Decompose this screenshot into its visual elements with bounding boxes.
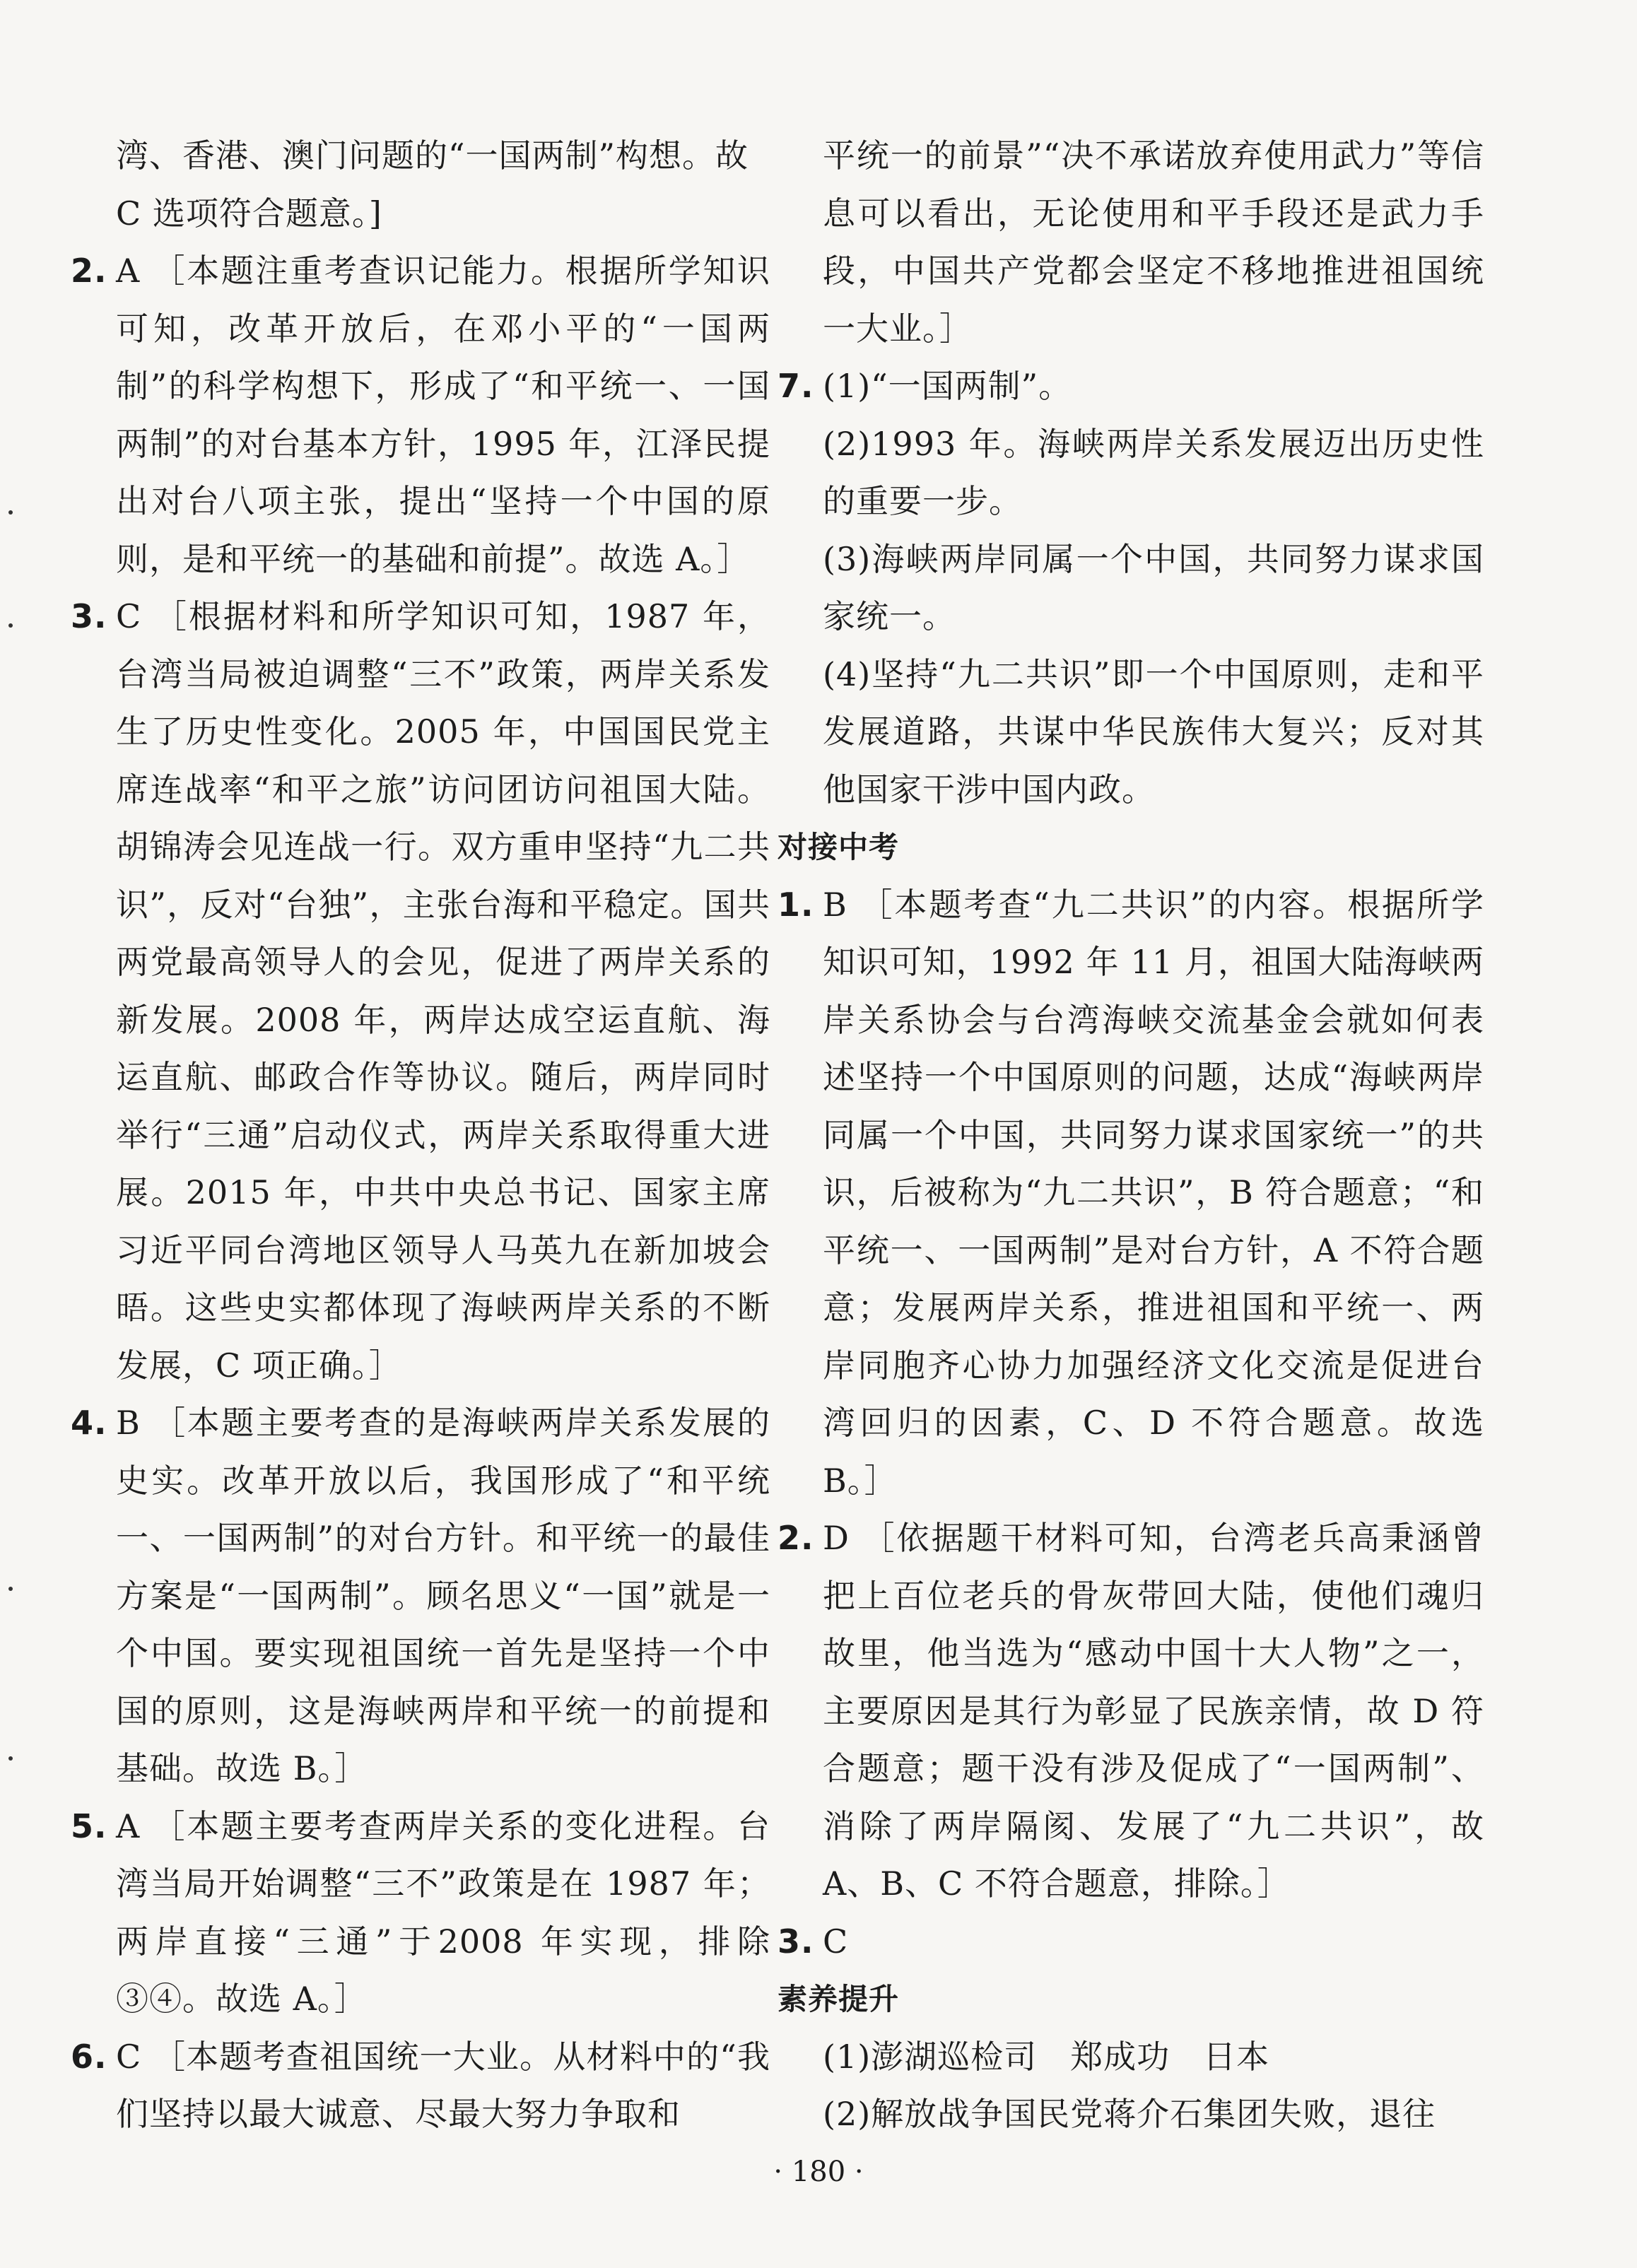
margin-dot: [8, 1756, 13, 1761]
answer-item-7: [778, 358, 1484, 818]
item-text: B ［本题考查“九二共识”的内容。根据所学知识可知，1992 年 11 月，祖国大陆海峡两岸关系协会与台湾海峡交流基金会就如何表述坚持一个中国原则的问题，达成“海峡两岸同属一个中国，共同努力谋求国家统一”的共识，后被称为“九二共识”，B 符合题意；“和平统一、一国两制”是对台方针，A 不符合题意；发展两岸关系，推进祖国和平统一、两岸同胞齐心协力加强经济文化交流是促进台湾回归的因素，C、D 不符合题意。故选 B。］: [823, 885, 1484, 1500]
item-text: C ［根据材料和所学知识可知，1987 年，台湾当局被迫调整“三不”政策，两岸关系发生了历史性变化。2005 年，中国国民党主席连战率“和平之旅”访问团访问祖国大陆。胡锦涛会见连战一行。双方重申坚持“九二共识”，反对“台独”，主张台海和平稳定。国共两党最高领导人的会见，促进了两岸关系的新发展。2008 年，两岸达成空运直航、海运直航、邮政合作等协议。随后，两岸同时举行“三通”启动仪式，两岸关系取得重大进展。2015 年，中共中央总书记、国家主席习近平同台湾地区领导人马英九在新加坡会晤。这些史实都体现了海峡两岸关系的不断发展，C 项正确。］: [116, 597, 770, 1385]
item-number: 1.: [778, 885, 814, 924]
item-number: 7.: [778, 367, 814, 405]
item-number: 2.: [71, 252, 107, 290]
sub-answer-line: (2)解放战争国民党蒋介石集团失败，退往: [823, 2095, 1436, 2133]
item-text: B ［本题主要考查的是海峡两岸关系发展的史实。改革开放以后，我国形成了“和平统一、一国两制”的对台方针。和平统一的最佳方案是“一国两制”。顾名思义“一国”就是一个中国。要实现祖国统一首先是坚持一个中国的原则，这是海峡两岸和平统一的前提和基础。故选 B。］: [116, 1404, 770, 1787]
exam-item-1: [778, 876, 1484, 1510]
item-number: 3.: [71, 597, 107, 635]
item-text: A ［本题注重考查识记能力。根据所学知识可知，改革开放后，在邓小平的“一国两制”的科学构想下，形成了“和平统一、一国两制”的对台基本方针，1995 年，江泽民提出对台八项主张，提出“坚持一个中国的原则，是和平统一的基础和前提”。故选 A。］: [116, 252, 770, 578]
item-text: C ［本题考查祖国统一大业。从材料中的“我们坚持以最大诚意、尽最大努力争取和: [116, 2037, 770, 2133]
item-text: D ［依据题干材料可知，台湾老兵高秉涵曾把上百位老兵的骨灰带回大陆，使他们魂归故里，他当选为“感动中国十大人物”之一，主要原因是其行为彰显了民族亲情，故 D 符合题意；题干没有涉及促成了“一国两制”、消除了两岸隔阂、发展了“九二共识”，故 A、B、C 不符合题意，排除。］: [823, 1519, 1484, 1903]
left-column: [71, 127, 770, 2144]
margin-dot: [8, 510, 13, 515]
item-number: 5.: [71, 1806, 107, 1845]
continued-text-line: C 选项符合题意。]: [116, 194, 382, 233]
continued-text: 平统一的前景”“决不承诺放弃使用武力”等信息可以看出，无论使用和平手段还是武力手段，中国共产党都会坚定不移地推进祖国统一大业。］: [823, 136, 1484, 348]
item-text: C: [823, 1922, 849, 1961]
item-number: 6.: [71, 2037, 107, 2076]
item-part: (1)“一国两制”。: [823, 367, 1072, 405]
answer-item-6: [71, 2028, 770, 2144]
item-part: (4)坚持“九二共识”即一个中国原则，走和平发展道路，共谋中华民族伟大复兴；反对其他国家干涉中国内政。: [823, 654, 1484, 809]
item-part: (2)1993 年。海峡两岸关系发展迈出历史性的重要一步。: [823, 424, 1484, 520]
margin-dot: [8, 623, 13, 628]
answer-item-4: [71, 1394, 770, 1798]
answer-item-5: [71, 1798, 770, 2028]
item-part: (3)海峡两岸同属一个中国，共同努力谋求国家统一。: [823, 539, 1484, 635]
exam-item-3: [778, 1913, 1484, 1971]
exam-item-2: [778, 1510, 1484, 1913]
sub-answer-line: (1)澎湖巡检司 郑成功 日本: [823, 2037, 1270, 2076]
margin-dot: [8, 1587, 13, 1591]
answer-item-2: [71, 242, 770, 588]
answer-item-3: [71, 588, 770, 1394]
section-heading: 素养提升: [778, 1982, 900, 2016]
right-column: [778, 127, 1484, 2144]
continued-text-line: 湾、香港、澳门问题的“一国两制”构想。故: [116, 136, 749, 175]
item-text: A ［本题主要考查两岸关系的变化进程。台湾当局开始调整“三不”政策是在 1987 年；两岸直接“三通”于2008 年实现，排除③④。故选 A。］: [116, 1806, 770, 2018]
page-number: · 180 ·: [773, 2156, 864, 2188]
item-number: 4.: [71, 1404, 107, 1442]
item-number: 3.: [778, 1922, 814, 1961]
section-heading: 对接中考: [778, 830, 900, 864]
item-number: 2.: [778, 1519, 814, 1557]
